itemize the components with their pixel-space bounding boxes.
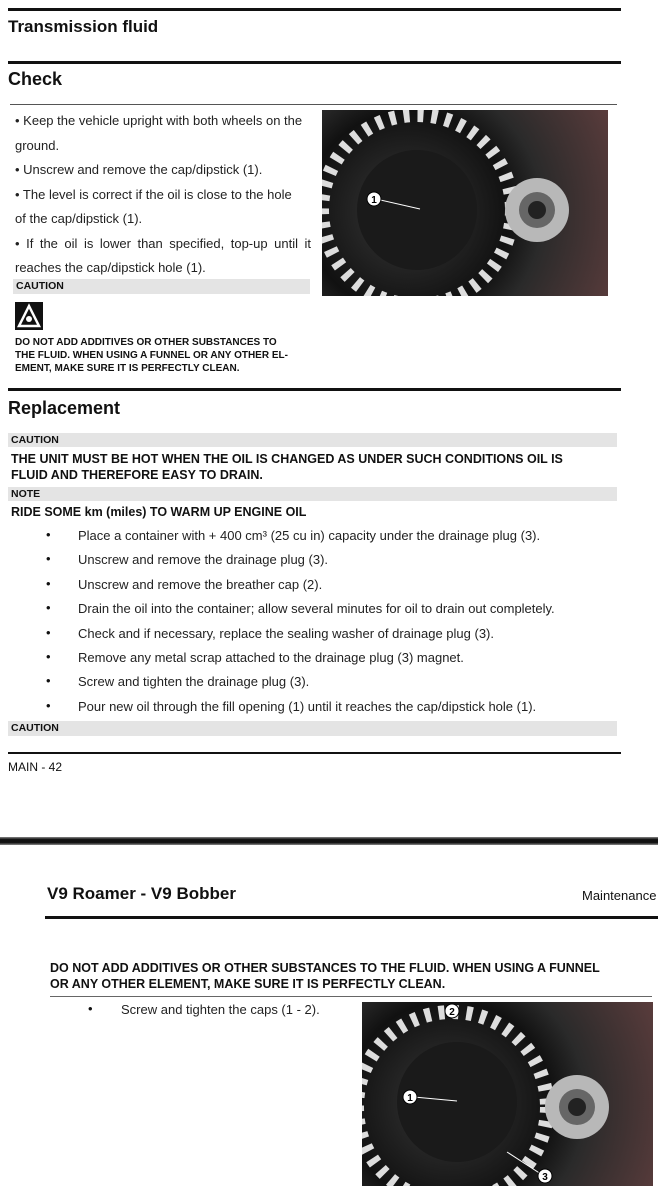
callout-label: 1 [407, 1093, 413, 1104]
callout-label: 1 [371, 195, 377, 206]
footer-rule [8, 752, 621, 754]
text-line: THE FLUID. WHEN USING A FUNNEL OR ANY OTHER EL- [15, 350, 288, 361]
text-line: of the cap/dipstick (1). [15, 211, 143, 226]
caution-bar: CAUTION [8, 721, 617, 736]
top-rule [8, 8, 621, 11]
bullet: • [46, 551, 51, 567]
text-line: reaches the cap/dipstick hole (1). [15, 260, 206, 275]
caution-text [11, 451, 563, 483]
step-item: Pour new oil through the fill opening (1) until it reaches the cap/dipstick hole (1). [78, 698, 537, 714]
bullet: • [88, 1001, 93, 1016]
page-number: MAIN - 42 [8, 760, 63, 774]
page-header-title: V9 Roamer - V9 Bobber [47, 884, 236, 903]
section-heading-check: Check [8, 69, 63, 89]
section-rule [8, 61, 621, 64]
thin-rule [10, 104, 617, 105]
text-line: • If the oil is lower than specified, top-up until it [15, 235, 311, 251]
page-header-section: Maintenance [582, 888, 657, 903]
text-line: DO NOT ADD ADDITIVES OR OTHER SUBSTANCES TO THE FLUID. WHEN USING A FUNNEL [50, 961, 600, 975]
header-rule [45, 916, 658, 919]
page-title: Transmission fluid [8, 17, 159, 36]
text-line: DO NOT ADD ADDITIVES OR OTHER SUBSTANCES TO [15, 337, 277, 348]
bullet: • [46, 673, 51, 689]
step-item: Unscrew and remove the breather cap (2). [78, 576, 323, 592]
bullet: • [46, 649, 51, 664]
check-warning-text [15, 336, 288, 375]
wheel-photo [362, 1002, 653, 1186]
text-line: • The level is correct if the oil is close to the hole [15, 186, 292, 202]
text-line: THE UNIT MUST BE HOT WHEN THE OIL IS CHANGED AS UNDER SUCH CONDITIONS OIL IS [11, 452, 563, 466]
step-item: Place a container with + 400 cm³ (25 cu in) capacity under the drainage plug (3). [78, 528, 541, 543]
step-item: Remove any metal scrap attached to the drainage plug (3) magnet. [78, 650, 464, 665]
wheel-photo [322, 110, 608, 296]
callout-label: 2 [449, 1007, 455, 1018]
page-separator [0, 837, 658, 845]
note-bar: NOTE [8, 487, 617, 501]
bullet: • [46, 527, 51, 542]
bullet: • [46, 624, 51, 640]
text-line: EMENT, MAKE SURE IT IS PERFECTLY CLEAN. [15, 363, 240, 374]
step-item: Check and if necessary, replace the sealing washer of drainage plug (3). [78, 625, 494, 641]
text-line: ground. [15, 137, 60, 153]
text-line: • Unscrew and remove the cap/dipstick (1). [15, 162, 263, 177]
section-rule [8, 388, 621, 391]
step-item: Unscrew and remove the drainage plug (3). [78, 552, 329, 568]
text-line: OR ANY OTHER ELEMENT, MAKE SURE IT IS PERFECTLY CLEAN. [50, 977, 446, 991]
text-line: • Keep the vehicle upright with both wheels on the [15, 113, 303, 128]
callout-label: 3 [542, 1172, 548, 1183]
step-item: Drain the oil into the container; allow several minutes for oil to drain out completely. [78, 601, 555, 617]
thin-rule [50, 996, 652, 997]
section-heading-replacement: Replacement [8, 398, 121, 418]
bullet: • [46, 575, 51, 591]
step-item: Screw and tighten the drainage plug (3). [78, 674, 310, 690]
bullet: • [46, 600, 51, 616]
check-instructions [15, 109, 311, 281]
warning-triangle-icon [15, 302, 43, 330]
caution-bar: CAUTION [13, 279, 310, 294]
note-text: RIDE SOME km (miles) TO WARM UP ENGINE OIL [11, 505, 307, 519]
warning-text [50, 960, 600, 992]
step-item: Screw and tighten the caps (1 - 2). [121, 1002, 320, 1017]
text-line: FLUID AND THEREFORE EASY TO DRAIN. [11, 468, 263, 482]
bullet: • [46, 697, 51, 713]
caution-bar: CAUTION [8, 433, 617, 447]
